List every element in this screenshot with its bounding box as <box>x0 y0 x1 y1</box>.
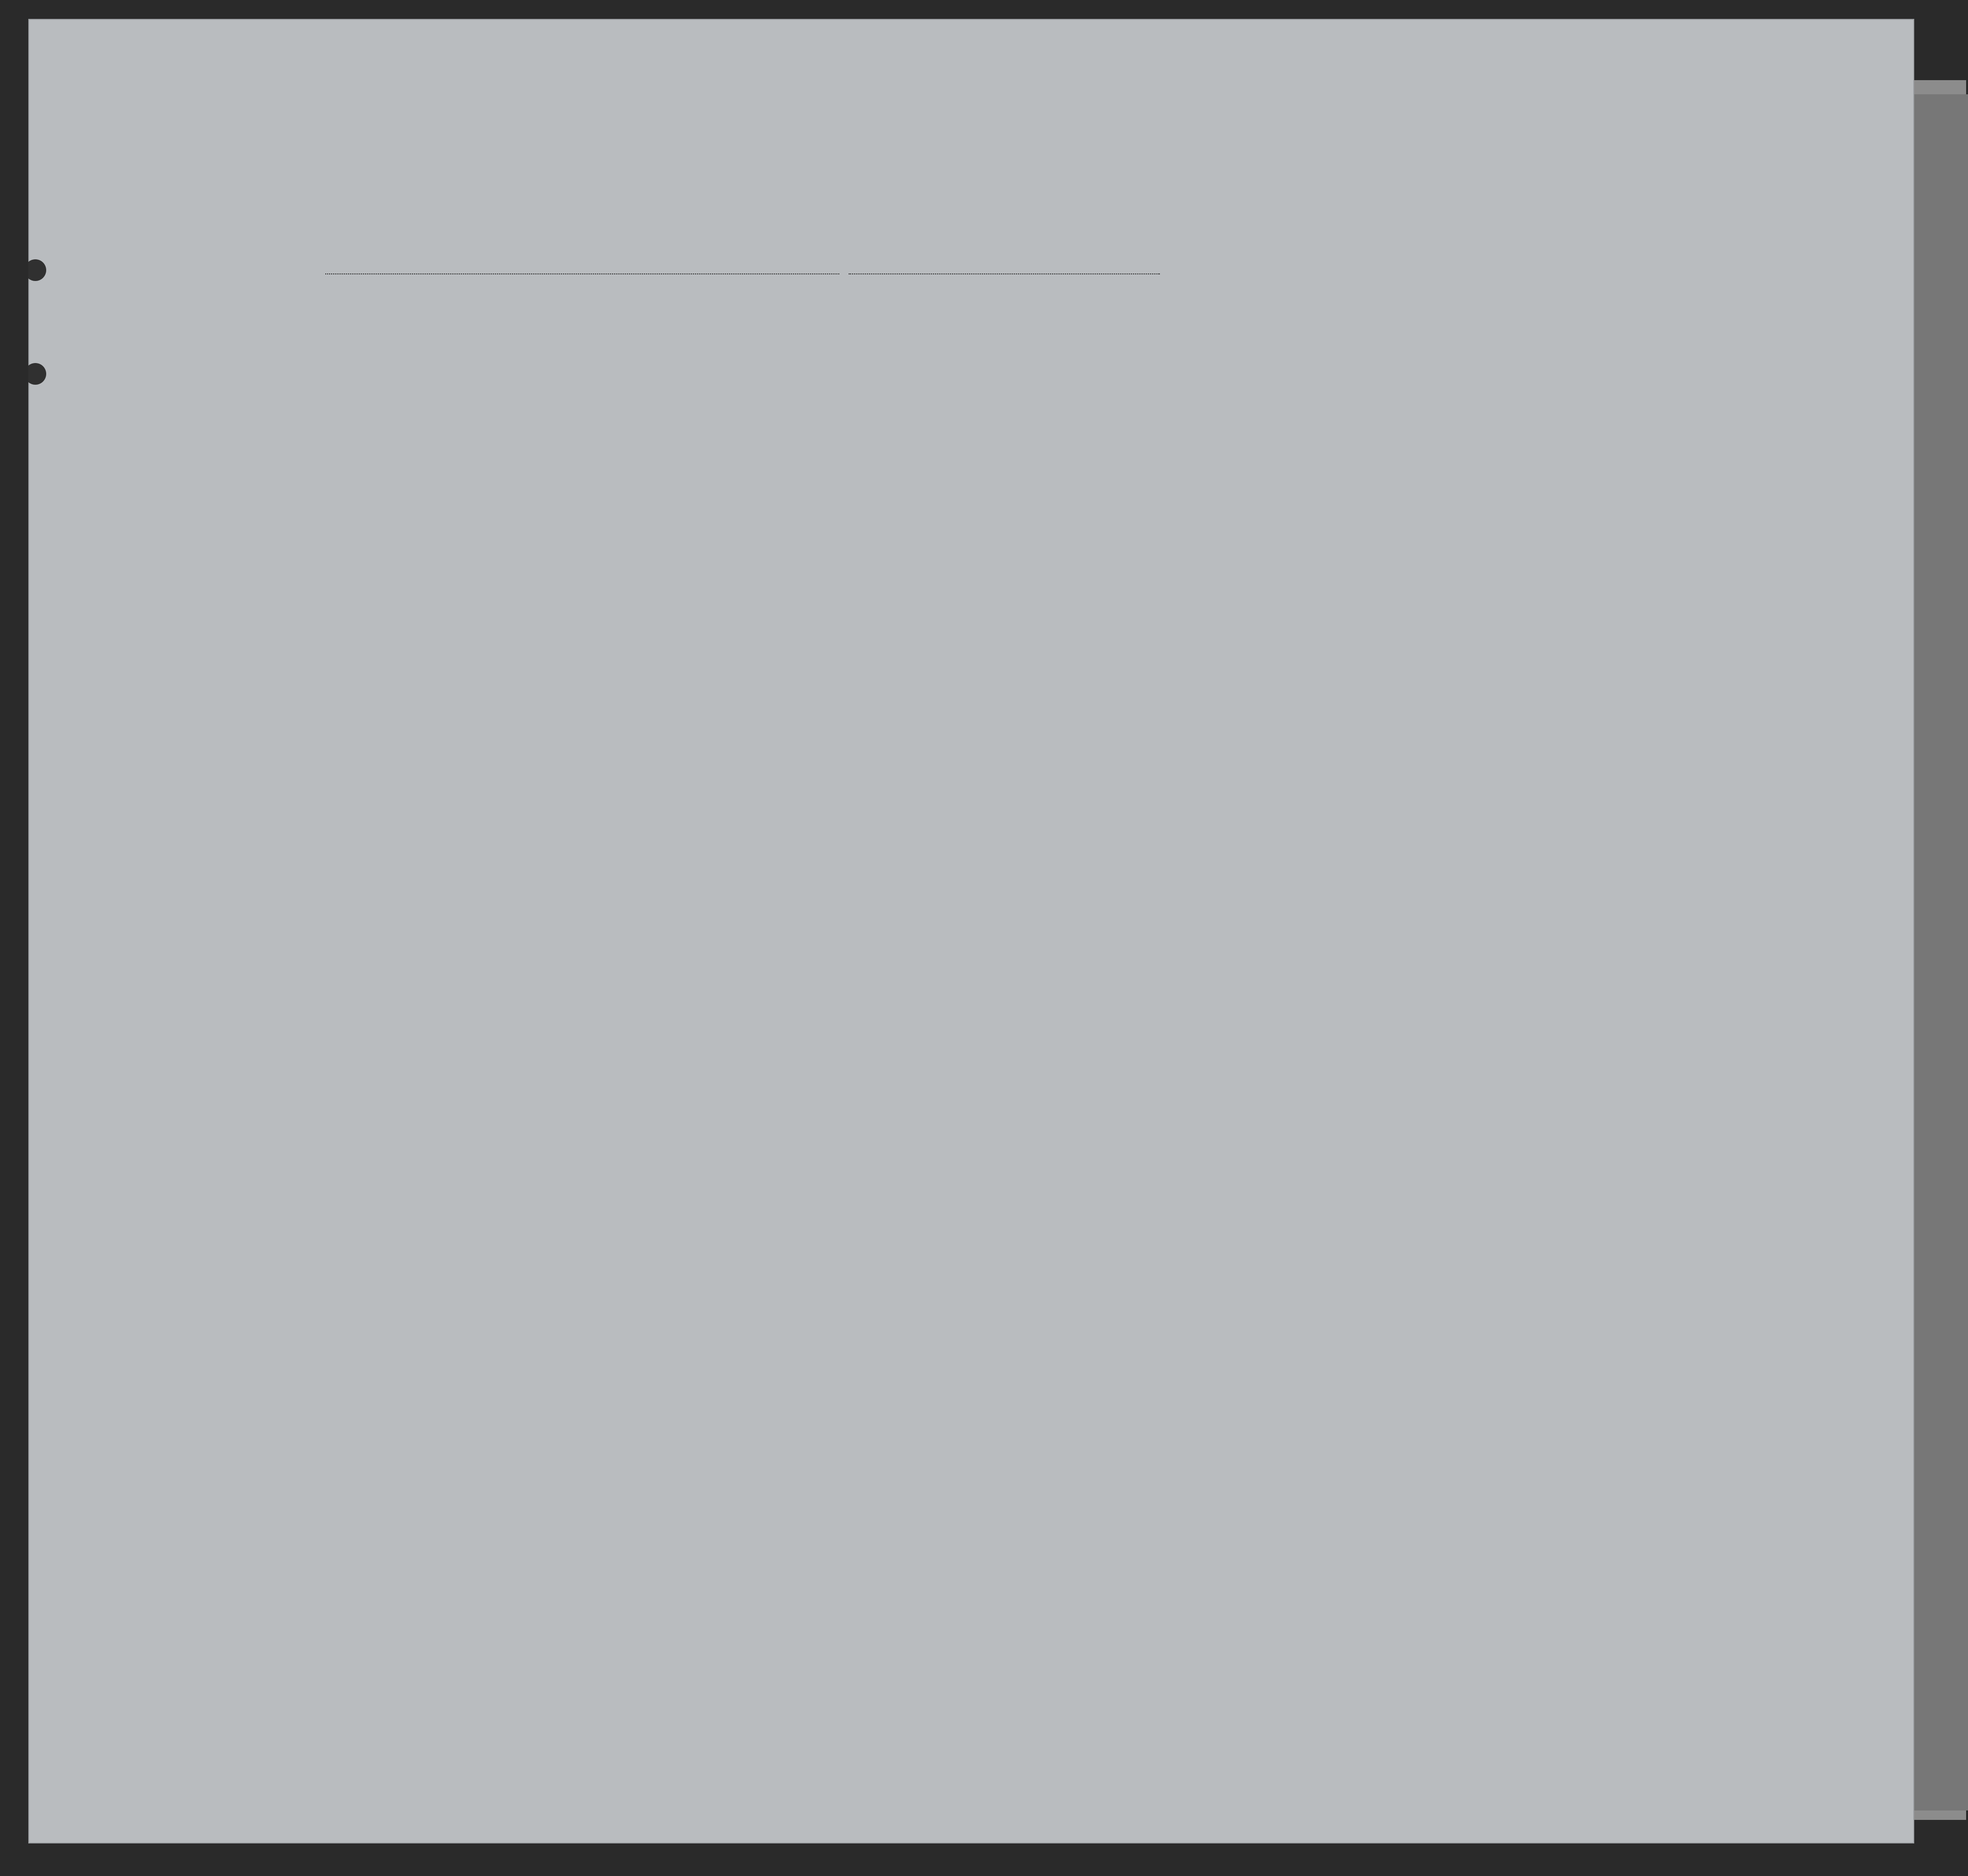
manifest-sheet <box>28 19 1914 1843</box>
underlying-sheets-edge <box>1914 94 1968 1810</box>
manifest-table <box>28 19 1914 1843</box>
